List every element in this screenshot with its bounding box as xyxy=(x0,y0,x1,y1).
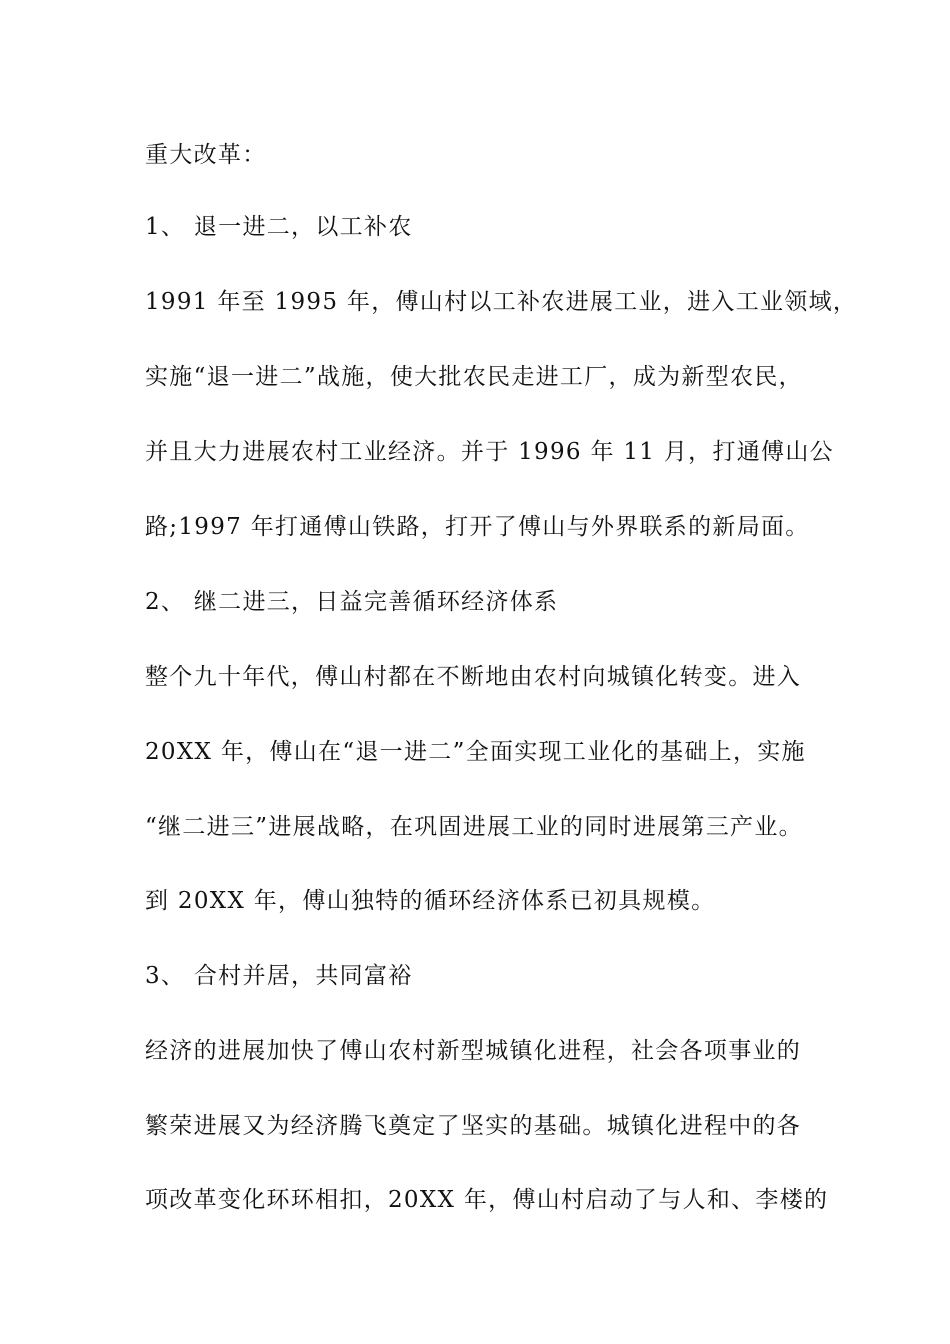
paragraph-line: 20XX 年，傅山在“退一进二”全面实现工业化的基础上，实施 xyxy=(145,739,806,765)
section-heading: 重大改革： xyxy=(145,142,267,168)
paragraph-line: 到 20XX 年，傅山独特的循环经济体系已初具规模。 xyxy=(145,888,716,914)
paragraph-line: 经济的进展加快了傅山农村新型城镇化进程，社会各项事业的 xyxy=(145,1038,802,1064)
paragraph-line: 路;1997 年打通傅山铁路，打开了傅山与外界联系的新局面。 xyxy=(145,514,810,540)
paragraph-line: 并且大力进展农村工业经济。并于 1996 年 11 月，打通傅山公 xyxy=(145,439,834,465)
subsection-heading-1: 1、 退一进二，以工补农 xyxy=(145,214,413,240)
paragraph-line: “继二进三”进展战略，在巩固进展工业的同时进展第三产业。 xyxy=(145,814,803,840)
subsection-heading-3: 3、 合村并居，共同富裕 xyxy=(145,963,413,989)
paragraph-line: 1991 年至 1995 年，傅山村以工补农进展工业，进入工业领域， xyxy=(145,289,858,315)
paragraph-line: 实施“退一进二”战施，使大批农民走进工厂，成为新型农民， xyxy=(145,364,803,390)
paragraph-line: 整个九十年代，傅山村都在不断地由农村向城镇化转变。进入 xyxy=(145,664,802,690)
subsection-heading-2: 2、 继二进三，日益完善循环经济体系 xyxy=(145,589,559,615)
paragraph-line: 项改革变化环环相扣，20XX 年，傅山村启动了与人和、李楼的 xyxy=(145,1187,829,1213)
paragraph-line: 繁荣进展又为经济腾飞奠定了坚实的基础。城镇化进程中的各 xyxy=(145,1113,802,1139)
